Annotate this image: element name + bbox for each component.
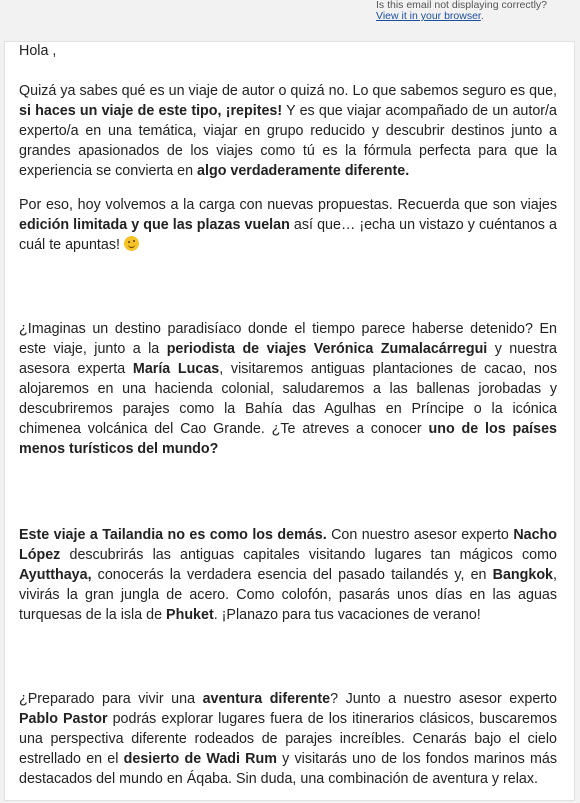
trip-tailandia-paragraph [19,525,557,625]
intro-text-1: Quizá ya sabes qué es un viaje de autor o quizá no. Lo que sabemos seguro es que, [19,83,557,99]
browser-notice [376,0,576,22]
trip3-bold-2: Pablo Pastor [19,711,108,727]
proposals-text-1: Por eso, hoy volvemos a la carga con nuevas propuestas. Recuerda que son viajes [19,197,557,213]
trip-sao-tome-paragraph [19,319,557,459]
trip3-text-3: podrás explorar lugares fuera de los itinerarios clásicos, buscaremos una perspectiva diferente rodeados de parajes increíbles. Cenarás bajo el cielo estrellado en el [19,711,557,767]
intro-text-2: Y es que viajar acompañado de un autor/a experto/a en una temática, viajar en grupo reducido y descubrir destinos junto a grandes apasionados de los viajes como tú es la fórmula perfecta para que la experiencia se convierta en [19,103,557,179]
browser-notice-period: . [480,10,484,22]
trip2-bold-2: Nacho López [19,527,558,563]
trip2-text-1: Con nuestro asesor experto [326,527,514,543]
view-in-browser-link[interactable]: View it in your browser [376,10,481,22]
trip2-bold-3: Ayutthaya, [19,567,92,583]
trip1-bold-2: María Lucas [132,361,220,377]
intro-paragraph [19,81,557,181]
trip1-bold-3: uno de los países menos turísticos del mundo? [19,421,557,457]
trip-image-placeholder-1 [19,269,557,319]
trip1-text-3: , visitaremos antiguas plantaciones de cacao, nos alojaremos en una hacienda colonial, saludaremos a las ballenas jorobadas y descubriremos parajes como la Bahía das Agulhas en Príncipe o la icónica chimenea volcánica del Cao Grande. ¿Te atreves a conocer [19,361,558,437]
intro-bold-2: algo verdaderamente diferente. [197,163,410,179]
preheader-text: Descubre nuestros nuevos viajes de autor este verano [0,0,242,11]
trip1-bold-1: periodista de viajes Verónica Zumalacárregui [166,341,488,357]
trip2-text-5: . ¡Planazo para tus vacaciones de verano! [213,607,481,623]
email-body [19,41,557,803]
proposals-paragraph [19,195,557,255]
trip2-bold-5: Phuket [166,607,214,623]
trip1-text-1: ¿Imaginas un destino paradisíaco donde el tiempo parece haberse detenido? En este viaje, junto a la [19,321,557,357]
trip-jordania-paragraph [19,689,557,789]
intro-bold-1: si haces un viaje de este tipo, ¡repites! [19,103,283,119]
trip3-text-2: ? Junto a nuestro asesor experto [330,691,557,707]
trip2-text-2: descubrirás las antiguas capitales visitando lugares tan mágicos como [60,547,557,563]
trip2-text-4: , vivirás la gran jungla de acero. Como colofón, pasarás unos días en las aguas turquesas de la isla de [19,567,557,623]
trip1-text-2: y nuestra asesora experta [19,341,557,377]
winking-face-icon [124,236,139,251]
trip2-bold-1: Este viaje a Tailandia no es como los demás. [19,527,327,543]
trip3-bold-3: desierto de Wadi Rum [123,751,277,767]
browser-notice-text: Is this email not displaying correctly? [376,0,547,11]
trip3-text-4: y visitarás uno de los fondos marinos más destacados del mundo en Áqaba. Sin duda, una combinación de aventura y relax. [19,751,557,787]
proposals-bold-1: edición limitada y que las plazas vuelan [19,217,290,233]
trip-image-placeholder-2 [19,473,557,525]
trip3-bold-1: aventura diferente [202,691,331,707]
trip3-text-1: ¿Preparado para vivir una [19,691,203,707]
trip2-bold-4: Bangkok [492,567,554,583]
proposals-text-2: así que… ¡echa un vistazo y cuéntanos a cuál te apuntas! [19,217,557,253]
greeting: Hola , [19,43,57,59]
trip-image-placeholder-3 [19,639,557,689]
trip2-text-3: conocerás la verdadera esencia del pasado tailandés y, en [91,567,493,583]
